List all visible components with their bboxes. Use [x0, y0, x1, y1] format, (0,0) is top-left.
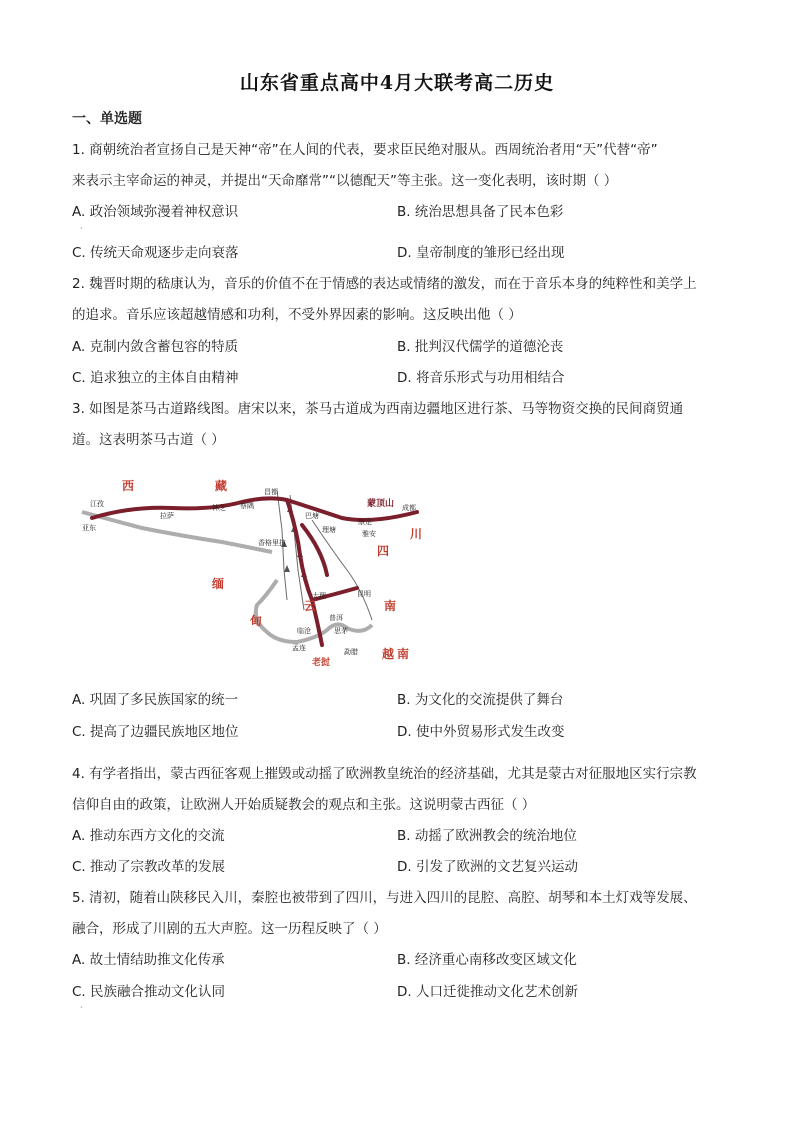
city-label: 林芝	[212, 504, 226, 512]
city-label: 成都	[402, 504, 416, 512]
region-label: 川	[410, 527, 423, 541]
region-label: 藏	[215, 479, 228, 493]
question-4-stem-line2: 信仰自由的政策，让欧洲人开始质疑教会的观点和主张。这说明蒙古西征（ ）	[72, 797, 536, 813]
city-label: 勐腊	[344, 648, 358, 656]
city-label: 拉萨	[160, 512, 174, 520]
city-label: 江孜	[90, 500, 104, 508]
region-label: 越	[382, 647, 395, 661]
page-title: 山东省重点高中4月大联考高二历史	[239, 72, 555, 94]
question-4-stem-line1: 4. 有学者指出，蒙古西征客观上摧毁或动摇了欧洲教皇统治的经济基础，尤其是蒙古对征服地区实行宗教	[72, 766, 697, 782]
question-4-option-d[interactable]: D. 引发了欧洲的文艺复兴运动	[397, 859, 578, 875]
route-line	[92, 498, 287, 518]
region-label: 西	[122, 479, 135, 493]
question-2-option-b[interactable]: B. 批判汉代儒学的道德沦丧	[397, 339, 564, 355]
question-5-stem-line1: 5. 清初，随着山陕移民入川，秦腔也被带到了四川，与进入四川的昆腔、高腔、胡琴和本土灯戏等发展、	[72, 890, 697, 906]
question-4-option-a[interactable]: A. 推动东西方文化的交流	[72, 828, 225, 844]
stray-mark: ·	[80, 1003, 83, 1012]
question-1-stem-line2: 来表示主宰命运的神灵，并提出“天命靡常”“以德配天”等主张。这一变化表明，该时期（ ）	[72, 173, 618, 189]
question-2-option-c[interactable]: C. 追求独立的主体自由精神	[72, 370, 239, 386]
region-label: 南	[397, 647, 410, 661]
region-label: 四	[377, 544, 390, 558]
question-5-option-b[interactable]: B. 经济重心南移改变区域文化	[397, 952, 577, 968]
question-3-option-b[interactable]: B. 为文化的交流提供了舞台	[397, 692, 564, 708]
city-label: 香格里拉	[258, 539, 286, 547]
question-2-stem-line2: 的追求。音乐应该超越情感和功利，不受外界因素的影响。这反映出他（ ）	[72, 307, 522, 323]
city-label: 亚东	[82, 524, 96, 532]
route-line	[287, 500, 322, 645]
question-2-option-d[interactable]: D. 将音乐形式与功用相结合	[397, 370, 565, 386]
border-line	[82, 512, 272, 552]
question-5-option-d[interactable]: D. 人口迁徙推动文化艺术创新	[397, 984, 578, 1000]
question-3-option-c[interactable]: C. 提高了边疆民族地区地位	[72, 724, 239, 740]
region-label: 缅	[212, 577, 225, 591]
city-label: 理塘	[322, 526, 336, 534]
mountain-label: 蒙顶山	[367, 499, 395, 509]
city-label: 孟连	[292, 644, 306, 652]
question-2-option-a[interactable]: A. 克制内敛含蓄包容的特质	[72, 339, 239, 355]
question-1-stem-line1: 1. 商朝统治者宣扬自己是天神“帝”在人间的代表，要求臣民绝对服从。西周统治者用“天”代替“帝”	[72, 142, 658, 158]
region-label: 甸	[250, 614, 263, 628]
question-4-option-c[interactable]: C. 推动了宗教改革的发展	[72, 859, 226, 875]
city-label: 大理	[312, 592, 326, 600]
stray-mark: ·	[80, 224, 83, 233]
question-3-stem-line2: 道。这表明茶马古道（ ）	[72, 432, 225, 448]
city-label: 普洱	[329, 614, 343, 622]
question-1-option-b[interactable]: B. 统治思想具备了民本色彩	[397, 204, 564, 220]
city-label: 昌都	[264, 488, 278, 496]
region-label: 南	[384, 599, 397, 613]
question-1-option-c[interactable]: C. 传统天命观逐步走向衰落	[72, 245, 239, 261]
question-2-stem-line1: 2. 魏晋时期的嵇康认为，音乐的价值不在于情感的表达或情绪的激发，而在于音乐本身的纯粹性和美学上	[72, 276, 697, 292]
tea-horse-road-map	[72, 470, 432, 670]
section-heading: 一、单选题	[72, 111, 142, 127]
city-label: 察隅	[240, 502, 254, 510]
question-5-option-c[interactable]: C. 民族融合推动文化认同	[72, 984, 226, 1000]
city-label: 昆明	[357, 590, 371, 598]
city-label: 康定	[358, 518, 372, 526]
question-4-option-b[interactable]: B. 动摇了欧洲教会的统治地位	[397, 828, 577, 844]
city-label: 临沧	[297, 627, 311, 635]
region-label: 云	[304, 599, 317, 613]
question-5-stem-line2: 融合，形成了川剧的五大声腔。这一历程反映了（ ）	[72, 921, 387, 937]
question-3-stem-line1: 3. 如图是茶马古道路线图。唐宋以来，茶马古道成为西南边疆地区进行茶、马等物资交换的民间商贸通	[72, 401, 684, 417]
city-label: 雅安	[362, 530, 376, 538]
city-label: 思茅	[334, 627, 348, 635]
city-label: 巴塘	[305, 512, 319, 520]
question-5-option-a[interactable]: A. 故土情结助推文化传承	[72, 952, 225, 968]
question-3-option-a[interactable]: A. 巩固了多民族国家的统一	[72, 692, 239, 708]
mountain-glyph	[284, 565, 290, 572]
region-label: 老挝	[312, 658, 331, 668]
question-1-option-a[interactable]: A. 政治领域弥漫着神权意识	[72, 204, 239, 220]
question-3-option-d[interactable]: D. 使中外贸易形式发生改变	[397, 724, 565, 740]
question-1-option-d[interactable]: D. 皇帝制度的雏形已经出现	[397, 245, 565, 261]
